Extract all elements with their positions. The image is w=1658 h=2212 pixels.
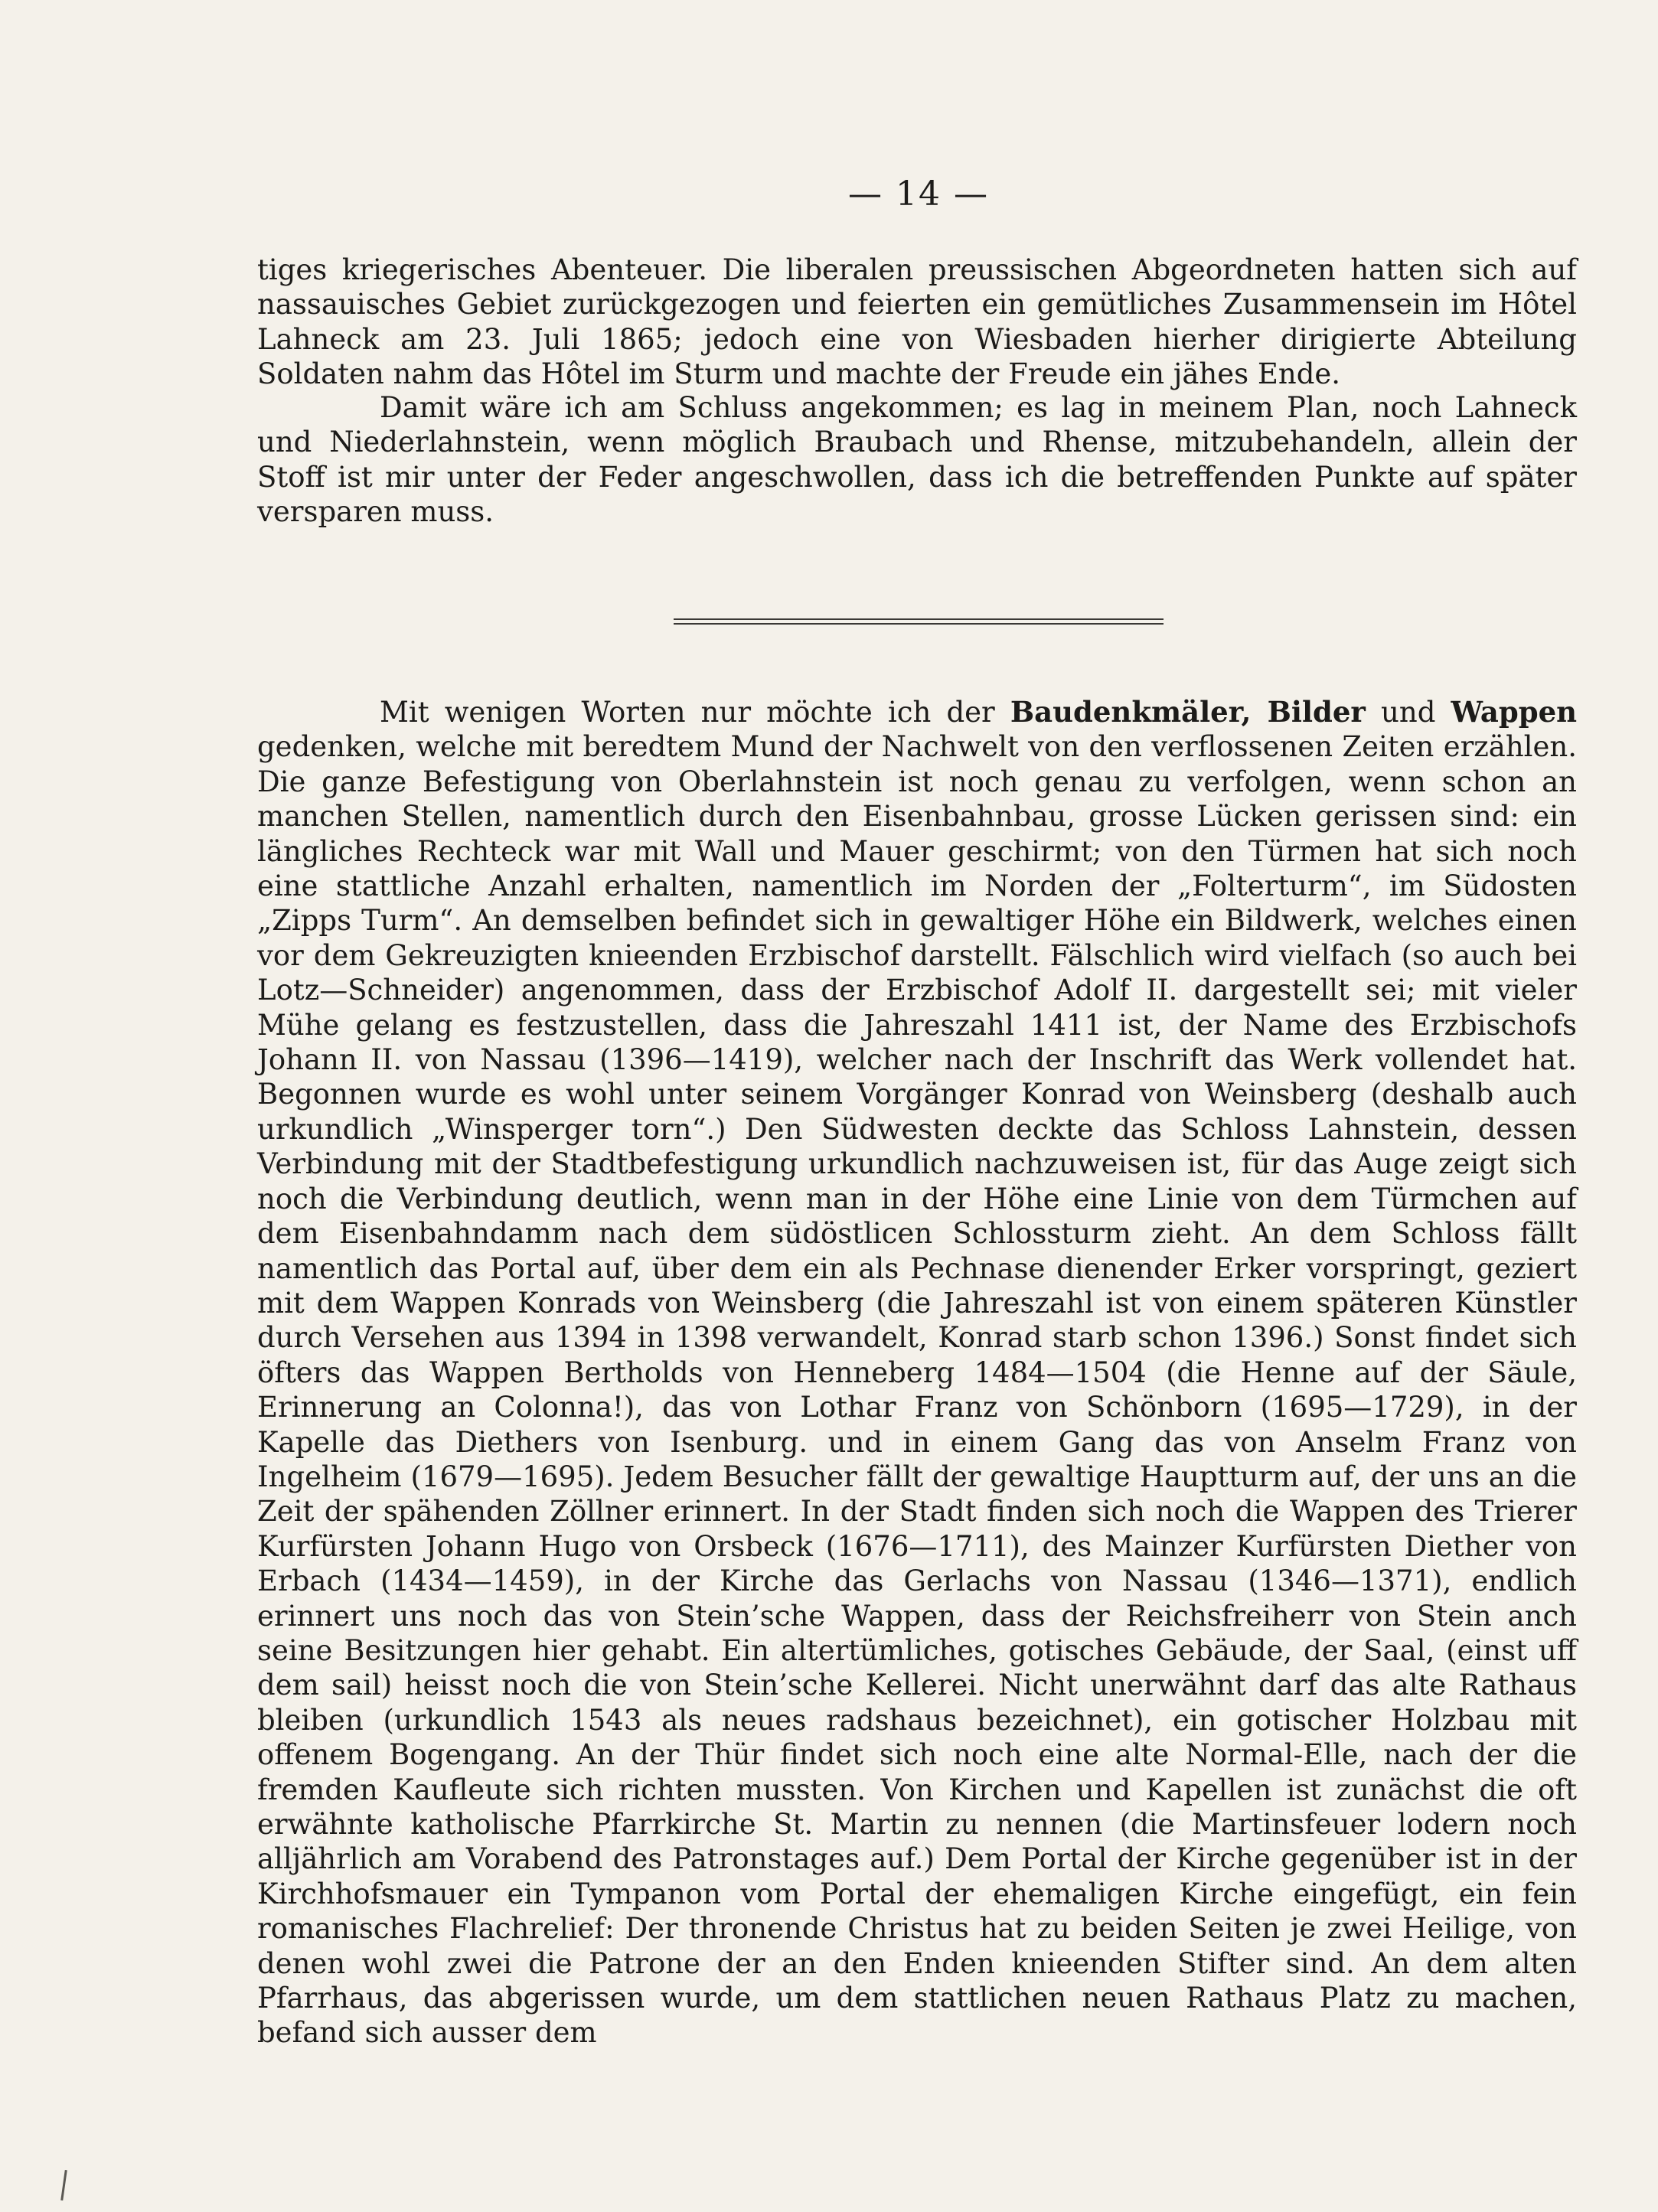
divider-line-bottom xyxy=(674,623,1164,625)
divider-line-top xyxy=(674,618,1164,620)
bold-term-wappen: Wappen xyxy=(1451,695,1578,729)
paragraph-3 xyxy=(257,695,1577,2051)
paragraph-1 xyxy=(257,253,1577,392)
paragraph-1-text: tiges kriegerisches Abenteuer. Die liberalen preussischen Abgeordneten hatten sich auf nassauisches Gebiet zurückgezogen und feierten ein gemütliches Zusammensein im Hôtel Lahneck am 23. Juli 1865; jedoch eine von Wiesbaden hierher dirigierte Abteilung Soldaten nahm das Hôtel im Sturm und machte der Freude ein jähes Ende. xyxy=(257,253,1577,391)
paragraph-3-and: und xyxy=(1365,696,1451,729)
paragraph-2 xyxy=(257,390,1577,530)
section-divider xyxy=(674,618,1164,629)
margin-pencil-mark xyxy=(60,2170,67,2201)
bold-term-baudenkmaeler-bilder: Baudenkmäler, Bilder xyxy=(1010,695,1366,729)
paragraph-2-text: Damit wäre ich am Schluss angekommen; es lag in meinem Plan, noch Lahneck und Niederlahnstein, wenn möglich Braubach und Rhense, mitzubehandeln, allein der Stoff ist mir unter der Feder angeschwollen, dass ich die betreffenden Punkte auf später versparen muss. xyxy=(257,391,1577,529)
paragraph-3-body: gedenken, welche mit beredtem Mund der Nachwelt von den verflossenen Zeiten erzählen. Die ganze Befestigung von Oberlahnstein ist noch genau zu verfolgen, wenn schon an manchen Stellen, namentlich durch den Eisenbahnbau, grosse Lücken gerissen sind: ein längliches Rechteck war mit Wall und Mauer geschirmt; von den Türmen hat sich noch eine stattliche Anzahl erhalten, namentlich im Norden der „Folterturm“, im Südosten „Zipps Turm“. An demselben befindet sich in gewaltiger Höhe ein Bildwerk, welches einen vor dem Gekreuzigten knieenden Erzbischof darstellt. Fälschlich wird vielfach (so auch bei Lotz—Schneider) angenommen, dass der Erzbischof Adolf II. dargestellt sei; mit vieler Mühe gelang es festzustellen, dass die Jahreszahl 1411 ist, der Name des Erzbischofs Johann II. von Nassau (1396—1419), welcher nach der Inschrift das Werk vollendet hat. Begonnen wurde es wohl unter seinem Vorgänger Konrad von Weinsberg (deshalb auch urkundlich „Winsperger torn“.) Den Südwesten deckte das Schloss Lahnstein, dessen Verbindung mit der Stadtbefestigung urkundlich nachzuweisen ist, für das Auge zeigt sich noch die Verbindung deutlich, wenn man in der Höhe eine Linie von dem Türmchen auf dem Eisenbahndamm nach dem südöstlicen Schlossturm zieht. An dem Schloss fällt namentlich das Portal auf, über dem ein als Pechnase dienender Erker vorspringt, geziert mit dem Wappen Konrads von Weinsberg (die Jahreszahl ist von einem späteren Künstler durch Versehen aus 1394 in 1398 verwandelt, Konrad starb schon 1396.) Sonst findet sich öfters das Wappen Bertholds von Henneberg 1484—1504 (die Henne auf der Säule, Erinnerung an Colonna!), das von Lothar Franz von Schönborn (1695—1729), in der Kapelle das Diethers von Isenburg. und in einem Gang das von Anselm Franz von Ingelheim (1679—1695). Jedem Besucher fällt der gewaltige Hauptturm auf, der uns an die Zeit der spähenden Zöllner erinnert. In der Stadt finden sich noch die Wappen des Trierer Kurfürsten Johann Hugo von Orsbeck (1676—1711), des Mainzer Kurfürsten Diether von Erbach (1434—1459), in der Kirche das Gerlachs von Nassau (1346—1371), endlich erinnert uns noch das von Stein’sche Wappen, dass der Reichsfreiherr von Stein anch seine Besitzungen hier gehabt. Ein altertümliches, gotisches Gebäude, der Saal, (einst uff dem sail) heisst noch die von Stein’sche Kellerei. Nicht unerwähnt darf das alte Rathaus bleiben (urkundlich 1543 als neues radshaus bezeichnet), ein gotischer Holzbau mit offenem Bogengang. An der Thür findet sich noch eine alte Normal-Elle, nach der die fremden Kaufleute sich richten mussten. Von Kirchen und Kapellen ist zunächst die oft erwähnte katholische Pfarrkirche St. Martin zu nennen (die Martinsfeuer lodern noch alljährlich am Vorabend des Patronstages auf.) Dem Portal der Kirche gegenüber ist in der Kirchhofsmauer ein Tympanon vom Portal der ehemaligen Kirche eingefügt, ein fein romanisches Flachrelief: Der thronende Christus hat zu beiden Seiten je zwei Heilige, von denen wohl zwei die Patrone der an den Enden knieenden Stifter sind. An dem alten Pfarrhaus, das abgerissen wurde, um dem stattlichen neuen Rathaus Platz zu machen, befand sich ausser dem xyxy=(257,730,1577,2050)
paragraph-3-text xyxy=(257,695,1577,2051)
paragraph-3-intro: Mit wenigen Worten nur möchte ich der xyxy=(380,696,1010,729)
page-number: — 14 — xyxy=(848,175,989,214)
